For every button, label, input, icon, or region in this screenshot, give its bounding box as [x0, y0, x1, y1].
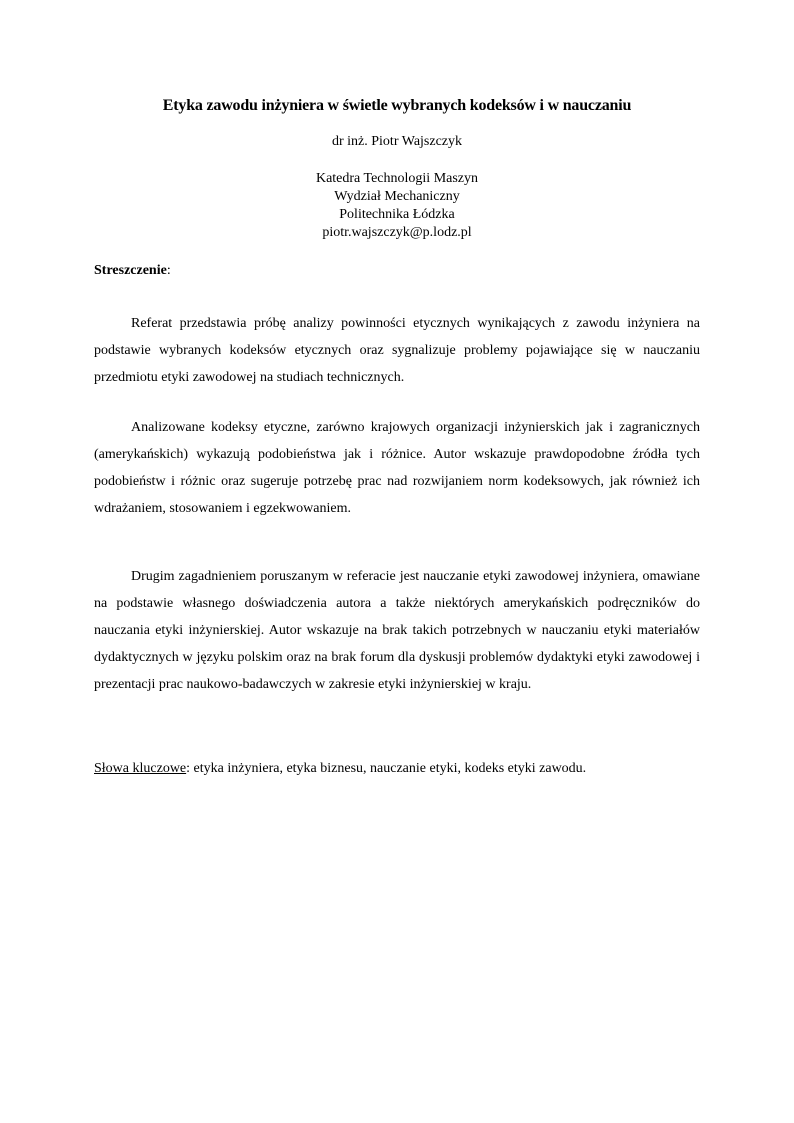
- abstract-paragraph-3: Drugim zagadnieniem poruszanym w referacie jest nauczanie etyki zawodowej inżyniera, omawiane na podstawie własnego doświadczenia autora a także niektórych amerykańskich podręczników do nauczania etyki inżynierskiej. Autor wskazuje na brak takich potrzebnych w nauczaniu etyki materiałów dydaktycznych w języku polskim oraz na brak forum dla dyskusji problemów dydaktyki etyki zawodowej i prezentacji prac naukowo-badawczych w zakresie etyki inżynierskiej w kraju.: [94, 569, 700, 692]
- keywords-label: Słowa kluczowe: [94, 761, 187, 776]
- author-email: piotr.wajszczyk@p.lodz.pl: [322, 225, 472, 240]
- author-name: dr inż. Piotr Wajszczyk: [331, 134, 463, 149]
- abstract-heading: [94, 262, 171, 280]
- author-affiliation: [0, 170, 794, 242]
- abstract-paragraph-1: Referat przedstawia próbę analizy powinności etycznych wynikających z zawodu inżyniera na podstawie wybranych kodeksów etycznych oraz sygnalizuje problemy pojawiające się w nauczaniu przedmiotu etyki zawodowej na studiach technicznych.: [94, 316, 700, 385]
- department-name: Katedra Technologii Maszyn: [315, 171, 479, 186]
- document-title: Etyka zawodu inżyniera w świetle wybranych kodeksów i w nauczaniu: [162, 97, 632, 114]
- abstract-heading-label: Streszczenie: [94, 263, 167, 278]
- faculty-name: Wydział Mechaniczny: [334, 189, 460, 204]
- keywords-line: [94, 760, 700, 778]
- abstract-paragraph-2: Analizowane kodeksy etyczne, zarówno krajowych organizacji inżynierskich jak i zagranicznych (amerykańskich) wykazują podobieństwa jak i różnice. Autor wskazuje prawdopodobne źródła tych podobieństw i różnic oraz sugeruje potrzebę prac nad rozwijaniem norm kodeksowych, jak również ich wdrażaniem, stosowaniem i egzekwowaniem.: [94, 420, 700, 516]
- university-name: Politechnika Łódzka: [339, 207, 455, 222]
- keywords-text: : etyka inżyniera, etyka biznesu, nauczanie etyki, kodeks etyki zawodu.: [186, 761, 587, 776]
- abstract-heading-colon: :: [166, 263, 171, 278]
